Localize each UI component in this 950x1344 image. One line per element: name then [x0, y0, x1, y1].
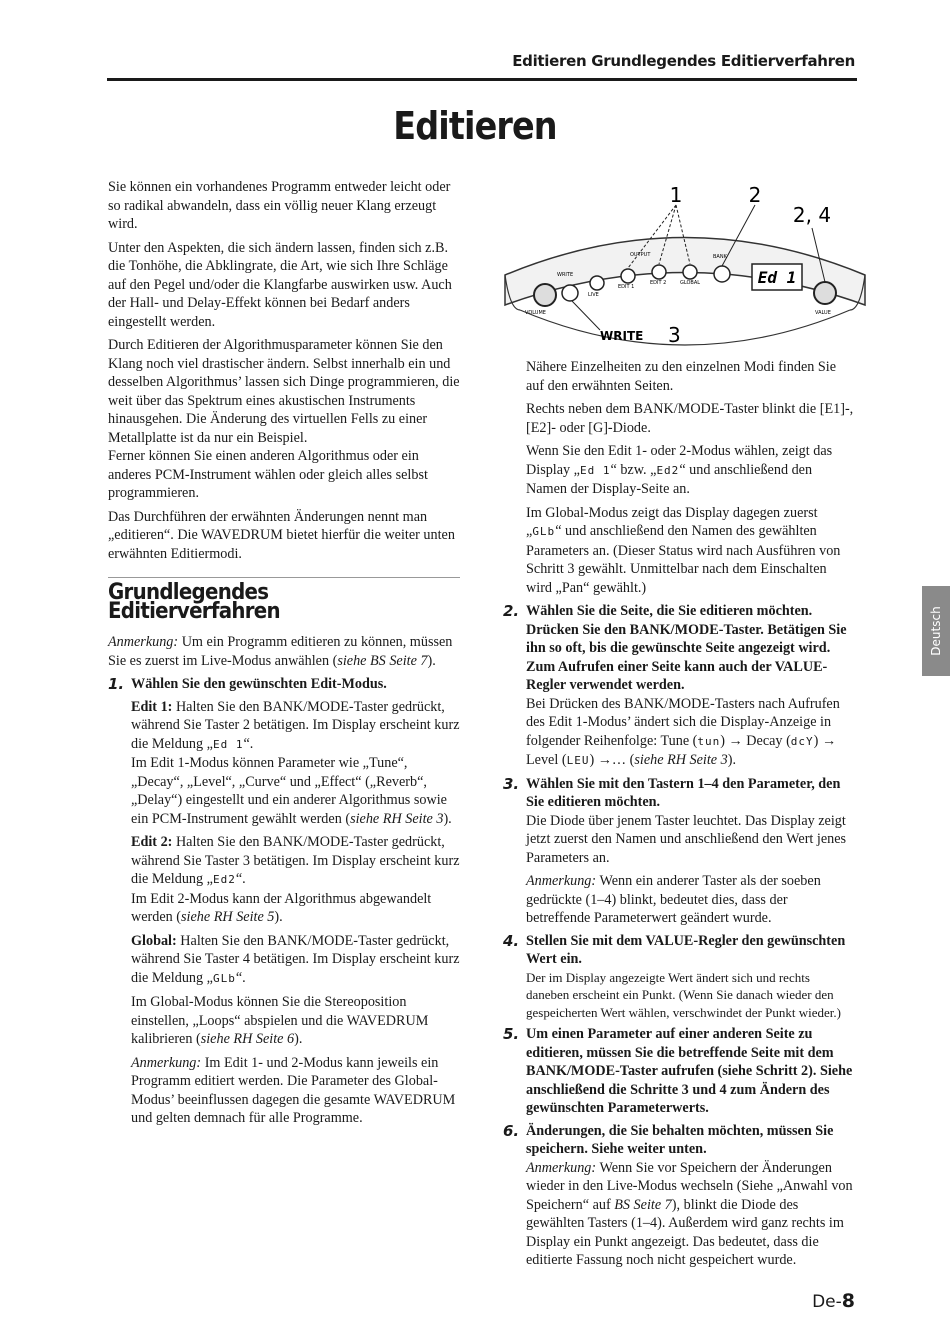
panel-diagram [500, 180, 870, 360]
section-title: Grundlegendes Editierverfahren [108, 580, 280, 624]
intro-paragraph: Ferner können Sie einen anderen Algorithmus oder ein anderes PCM-Instrument wählen oder gleich alles selbst programmieren. [108, 448, 428, 501]
step-text: Der im Display angezeigte Wert ändert sich und rechts daneben erscheint ein Punkt. (Wenn Sie danach wieder den gespeicherten Wert wählen, verschwindet der Punkt wieder.) [526, 969, 841, 1020]
page-number: De-8 [812, 1290, 855, 1312]
bank-mode-button-icon [714, 266, 730, 282]
step-2 [503, 602, 855, 771]
volume-knob-icon [534, 284, 556, 306]
global-paragraph: Global: Halten Sie den BANK/MODE-Taster gedrückt, während Sie Taster 4 betätigen. Im Display erscheint kurz die Meldung „GLb“. [131, 932, 460, 986]
callout-3: 3 [668, 323, 681, 347]
edit1-paragraph: Edit 1: Halten Sie den BANK/MODE-Taster gedrückt, während Sie Taster 2 betätigen. Im Display erscheint kurz die Meldung „Ed 1“. Im Edit 1-Modus können Parameter wie „Tune“, „Decay“, „Level“, „Curve“ und „Effect“ („Reverb“, „Delay“) eingestellt und ein anderer Algorithmus sowie ein PCM-Instrument gewählt werden (siehe RH Seite 3). [131, 698, 460, 827]
step-5 [503, 1025, 855, 1118]
note: Anmerkung: Um ein Programm editieren zu können, müssen Sie es zuerst im Live-Modus anwählen (siehe BS Seite 7). [108, 634, 453, 669]
note: Anmerkung: Im Edit 1- und 2-Modus kann jeweils ein Programm editiert werden. Die Parameter des Global-Modus’ beeinflussen dagegen die gesamte WAVEDRUM und gelten demnach für alle Programme. [131, 1054, 456, 1126]
step-number: 5. [503, 1025, 520, 1043]
intro-paragraph: Sie können ein vorhandenes Programm entweder leicht oder so radikal abwandeln, dass ein völlig neuer Klang erzeugt wird. [108, 179, 451, 232]
step-title: Wählen Sie den gewünschten Edit-Modus. [131, 676, 387, 692]
panel-label: WRITE [557, 272, 574, 278]
panel-label: GLOBAL [680, 280, 701, 286]
note: Anmerkung: Wenn ein anderer Taster als der soeben gedrückte (1–4) blinkt, bedeutet dies, dass der betreffende Parameterwert geändert wurde. [526, 873, 821, 926]
panel-label: VOLUME [525, 310, 546, 316]
panel-label: OUTPUT [630, 252, 651, 258]
svg-text:Ed 1: Ed 1 [757, 268, 797, 287]
intro-paragraph: Das Durchführen der erwähnten Änderungen nennt man „editieren“. Die WAVEDRUM bietet hierfür die weiter unten erwähnten Editiermodi. [108, 508, 455, 562]
button-4-icon [683, 265, 697, 279]
paragraph: Nähere Einzelheiten zu den einzelnen Modi finden Sie auf den erwähnten Seiten. [526, 359, 837, 394]
header-rule [107, 78, 857, 81]
callout-2-4: 2, 4 [792, 203, 832, 227]
intro-paragraph: Durch Editieren der Algorithmusparameter können Sie den Klang noch viel drastischer ändern. Selbst innerhalb ein und desselben Algorithmus’ lassen sich Dinge programmieren, die weit über das Spektrum eines akustischen Instruments hinausgehen. Die Änderung des virtuellen Fells zu einer Metallplatte ist da nur ein Beispiel. [108, 337, 460, 446]
step-3 [503, 775, 855, 928]
step-number: 2. [503, 602, 520, 620]
right-column [503, 358, 855, 1274]
intro-paragraph: Unter den Aspekten, die sich ändern lassen, finden sich z.B. die Tonhöhe, die Abklingrate, die Art, wie sich Ihre Schläge auf den Pegel und/oder die Klangfarbe auswirken usw. Auch der Hall- und Delay-Effekt können bei Bedarf anders eingestellt werden. [108, 239, 452, 330]
left-column [108, 178, 460, 1133]
button-3-icon [652, 265, 666, 279]
global-detail: Im Global-Modus können Sie die Stereoposition einstellen, „Loops“ abspielen und die WAVEDRUM kalibrieren (siehe RH Seite 6). [131, 994, 429, 1047]
step-title: Wählen Sie mit den Tastern 1–4 den Parameter, den Sie editieren möchten. [526, 775, 841, 810]
language-tab: Deutsch [922, 586, 950, 676]
running-header: Editieren Grundlegendes Editierverfahren [512, 52, 855, 70]
step-1-continued [503, 358, 855, 597]
panel-label: EDIT 2 [650, 280, 667, 286]
value-knob-icon [814, 282, 836, 304]
step-number: 6. [503, 1121, 520, 1140]
step-title: Änderungen, die Sie behalten möchten, müssen Sie speichern. Siehe weiter unten. [526, 1122, 834, 1157]
paragraph: Im Global-Modus zeigt das Display dagegen zuerst „GLb“ und anschließend den Namen des gewählten Parameters an. (Dieser Status wird nach Ausführen von Schritt 3 gewählt. Unmittelbar nach dem Einschalten wird „Pan“ gewählt.) [526, 504, 841, 596]
step-title: Stellen Sie mit dem VALUE-Regler den gewünschten Wert ein. [526, 932, 846, 967]
section-rule [108, 577, 460, 578]
step-1 [108, 675, 460, 694]
panel-label: EDIT 1 [618, 284, 635, 290]
button-1-icon [590, 276, 604, 290]
edit2-paragraph: Edit 2: Halten Sie den BANK/MODE-Taster gedrückt, während Sie Taster 3 betätigen. Im Display erscheint kurz die Meldung „Ed2“. Im Edit 2-Modus kann der Algorithmus abgewandelt werden (siehe RH Seite 5). [131, 834, 460, 925]
write-button-icon [562, 285, 578, 301]
step-number: 3. [503, 774, 520, 793]
step-title: Um einen Parameter auf einer anderen Seite zu editieren, müssen Sie die betreffende Seite mit dem BANK/MODE-Taster aufrufen (siehe Schritt 2). Siehe anschließend die Schritte 3 und 4 zum Ändern des gewünschten Parameterwerts. [526, 1026, 853, 1116]
paragraph: Rechts neben dem BANK/MODE-Taster blinkt die [E1]-, [E2]- oder [G]-Diode. [526, 401, 854, 436]
panel-label: BANK [713, 254, 727, 260]
step-text: Die Diode über jenem Taster leuchtet. Das Display zeigt jetzt zuerst den Namen und anschließend den Wert jenes Parameters an. [526, 812, 847, 866]
step-number: 4. [503, 931, 520, 950]
panel-label: LIVE [588, 292, 599, 298]
button-2-icon [621, 269, 635, 283]
paragraph: Wenn Sie den Edit 1- oder 2-Modus wählen, zeigt das Display „Ed 1“ bzw. „Ed2“ und anschließend den Namen der Display-Seite an. [526, 443, 833, 497]
step-number: 1. [108, 675, 125, 693]
note: Anmerkung: Wenn Sie vor Speichern der Änderungen wieder in den Live-Modus wechseln (Siehe „Anwahl von Speichern“ auf BS Seite 7), blinkt die Diode des gewählten Tasters (1–4). Außerdem wird ganz rechts im Display ein Punkt angezeigt. Das bedeutet, dass die editierte Fassung noch nicht gespeichert wurde. [526, 1159, 853, 1268]
step-6 [503, 1122, 855, 1270]
callout-2: 2 [748, 183, 762, 207]
step-1-body [108, 698, 460, 1128]
step-title: Wählen Sie die Seite, die Sie editieren möchten. Drücken Sie den BANK/MODE-Taster. Betätigen Sie ihn so oft, bis die gewünschte Seite angezeigt wird. Zum Aufrufen einer Seite kann auch der VALUE-Regler verwendet werden. [526, 603, 847, 693]
callout-1: 1 [669, 183, 683, 207]
page-title: Editieren [393, 104, 557, 148]
step-4 [503, 932, 855, 1022]
panel-label: VALUE [815, 310, 831, 316]
write-label: WRITE [600, 329, 644, 343]
step-text: Bei Drücken des BANK/MODE-Tasters nach Aufrufen des Edit 1-Modus’ ändert sich die Display-Anzeige in folgender Reihenfolge: Tune (tun) → Decay (dcY) → Level (LEU) →… (siehe RH Seite 3). [526, 695, 840, 768]
